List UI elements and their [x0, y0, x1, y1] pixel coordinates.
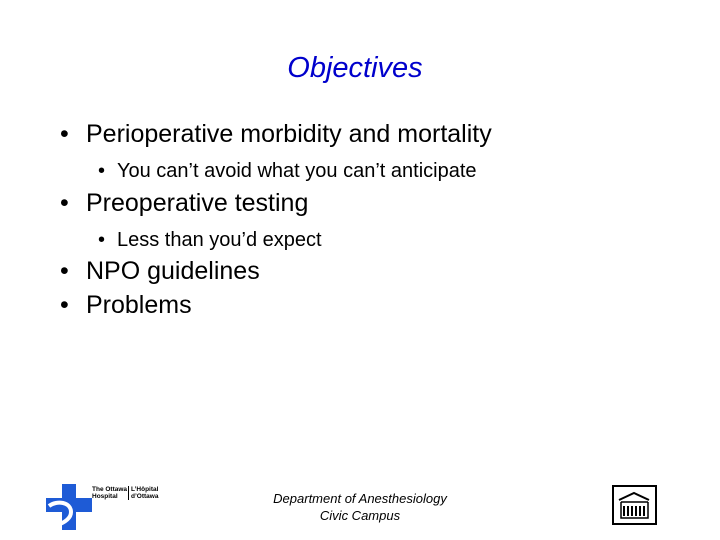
- campus-building-icon: [612, 485, 657, 525]
- sub-bullet-item: • You can’t avoid what you can’t anticipate: [98, 160, 477, 182]
- bullet-item: • Perioperative morbidity and mortality: [60, 120, 492, 148]
- bullet-item: • Problems: [60, 291, 192, 319]
- slide-footer: Department of Anesthesiology Civic Campus: [273, 491, 447, 523]
- ottawa-hospital-logo: The Ottawa HospitalL’Hôpital d’Ottawa: [46, 484, 161, 530]
- hospital-cross-icon: [46, 484, 92, 530]
- sub-bullet-item: • Less than you’d expect: [98, 229, 322, 251]
- bullet-item: • Preoperative testing: [60, 189, 309, 217]
- slide-title: Objectives: [287, 52, 423, 84]
- bullet-item: • NPO guidelines: [60, 257, 260, 285]
